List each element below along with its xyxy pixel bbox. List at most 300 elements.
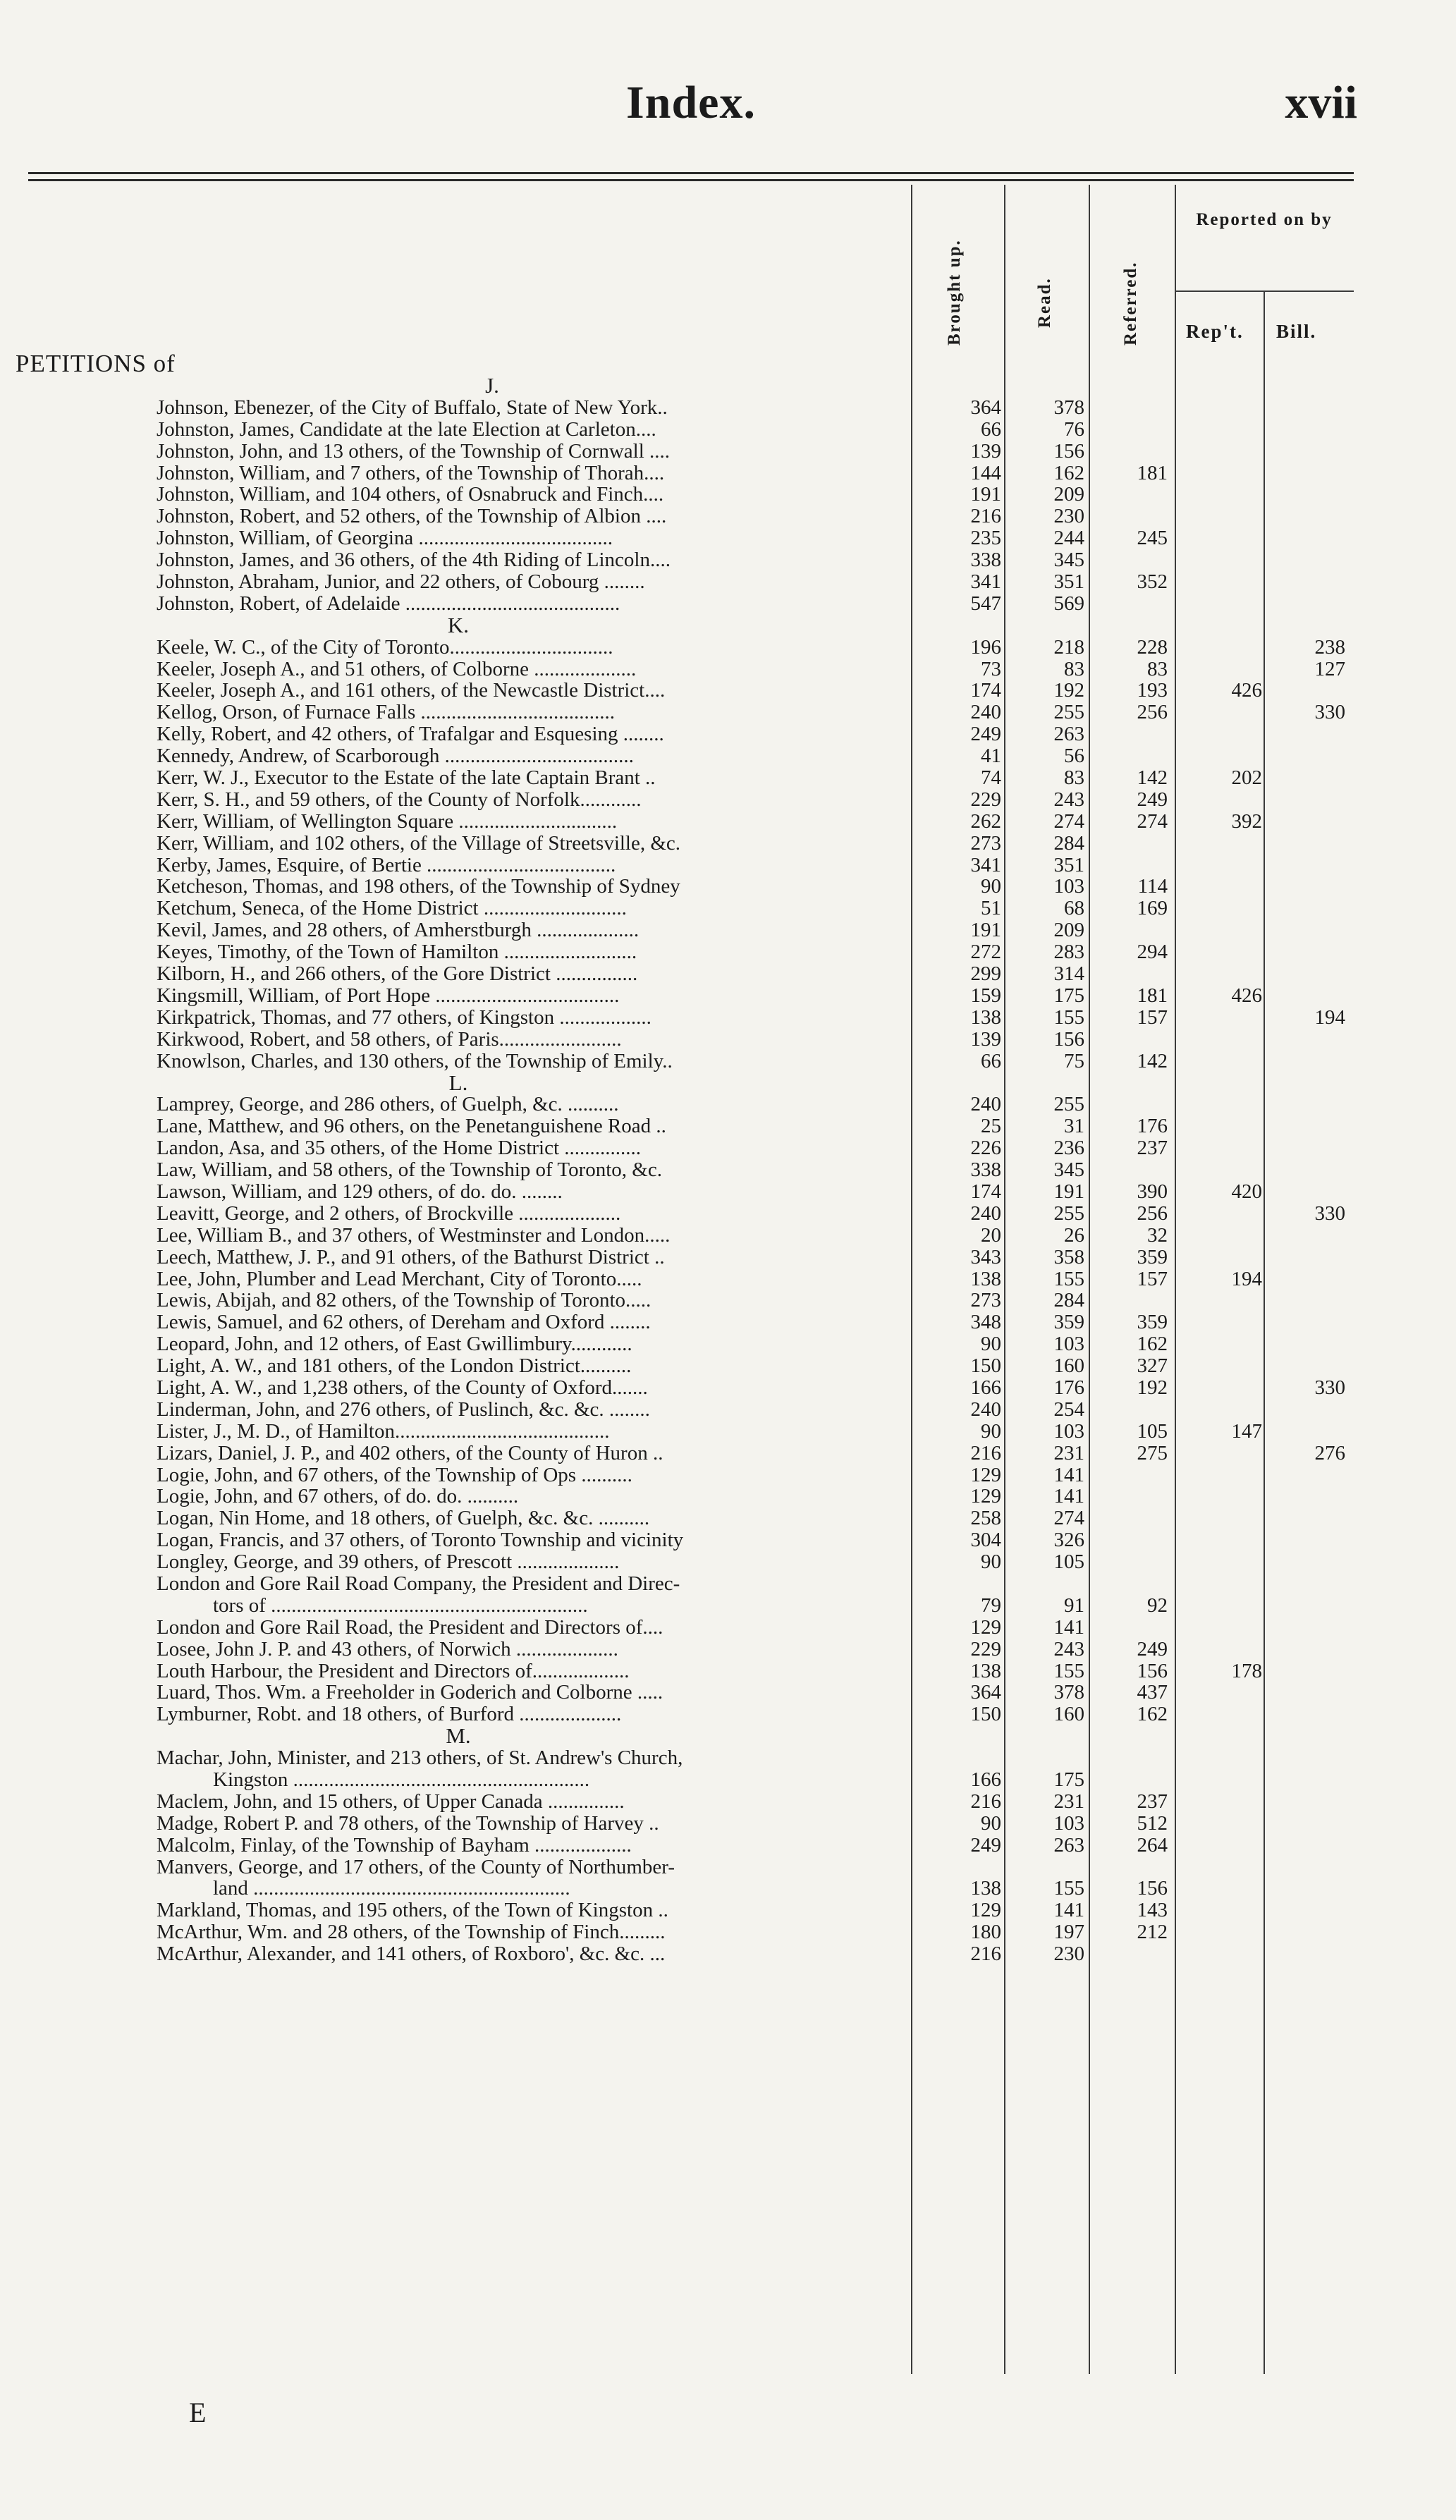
entry-name: Longley, George, and 39 others, of Prescott .................... (157, 1551, 620, 1573)
index-entry (0, 1551, 1456, 1573)
read-value: 244 (1053, 527, 1084, 550)
brought-up-value: 249 (970, 1833, 1001, 1857)
read-value: 176 (1053, 1376, 1084, 1399)
referred-value: 390 (1137, 1180, 1168, 1203)
index-entry (0, 1486, 1456, 1507)
brought-up-value: 341 (970, 853, 1001, 876)
entry-name: Kingston .......................................................... (213, 1769, 590, 1791)
entry-name: Johnston, James, and 36 others, of the 4th Riding of Lincoln.... (157, 549, 671, 572)
referred-value: 157 (1137, 1267, 1168, 1290)
index-entry (0, 1639, 1456, 1660)
index-entry (0, 1181, 1456, 1203)
entry-name: Kilborn, H., and 266 others, of the Gore District ................ (157, 963, 638, 985)
column-header-read: Read. (1035, 277, 1054, 328)
brought-up-value: 138 (970, 1659, 1001, 1682)
index-entry (0, 637, 1456, 659)
index-entry (0, 441, 1456, 463)
entry-name: Leech, Matthew, J. P., and 91 others, of the Bathurst District .. (157, 1246, 665, 1268)
brought-up-value: 547 (970, 592, 1001, 615)
referred-value: 169 (1137, 897, 1168, 920)
brought-up-value: 364 (970, 1681, 1001, 1704)
index-entry (0, 1813, 1456, 1835)
letter-heading: J. (485, 373, 499, 398)
index-entry (0, 1857, 1456, 1878)
entry-name: Logie, John, and 67 others, of the Township of Ops .......... (157, 1464, 632, 1486)
brought-up-value: 249 (970, 723, 1001, 746)
index-entry (0, 963, 1456, 985)
brought-up-value: 196 (970, 635, 1001, 659)
entry-name: Logan, Francis, and 37 others, of Toronto Township and vicinity (157, 1529, 684, 1552)
bill-value: 330 (1314, 1376, 1345, 1399)
index-entry (0, 1377, 1456, 1399)
entry-name: Keyes, Timothy, of the Town of Hamilton .......................... (157, 941, 637, 964)
index-entry (0, 1333, 1456, 1355)
letter-heading: M. (446, 1723, 471, 1749)
referred-value: 264 (1137, 1833, 1168, 1857)
index-entry (0, 1682, 1456, 1704)
entry-name: Kerr, W. J., Executor to the Estate of the late Captain Brant .. (157, 767, 656, 789)
index-entry (0, 1791, 1456, 1813)
entry-name: Logan, Nin Home, and 18 others, of Guelph, &c. &c. .......... (157, 1507, 650, 1530)
entry-name: Johnson, Ebenezer, of the City of Buffalo, State of New York.. (157, 396, 668, 419)
bill-value: 238 (1314, 635, 1345, 659)
entry-name: Landon, Asa, and 35 others, of the Home District ............... (157, 1137, 642, 1160)
read-value: 230 (1053, 1943, 1084, 1966)
read-value: 103 (1053, 875, 1084, 898)
referred-value: 294 (1137, 941, 1168, 964)
entry-name: Light, A. W., and 1,238 others, of the County of Oxford....... (157, 1376, 648, 1399)
entry-name: Ketchum, Seneca, of the Home District ............................ (157, 898, 627, 920)
read-value: 175 (1053, 984, 1084, 1007)
read-value: 236 (1053, 1137, 1084, 1160)
entry-name: Lewis, Samuel, and 62 others, of Dereham and Oxford ........ (157, 1311, 651, 1334)
entry-name: Johnston, John, and 13 others, of the Township of Cornwall .... (157, 440, 671, 463)
entry-name: Linderman, John, and 276 others, of Puslinch, &c. &c. ........ (157, 1398, 650, 1421)
index-entry (0, 484, 1456, 506)
index-entry (0, 723, 1456, 745)
entry-name: Malcolm, Finlay, of the Township of Bayham ................... (157, 1834, 632, 1857)
brought-up-value: 174 (970, 1180, 1001, 1203)
index-entry (0, 1878, 1456, 1900)
read-value: 160 (1053, 1703, 1084, 1726)
read-value: 156 (1053, 1027, 1084, 1051)
brought-up-value: 138 (970, 1005, 1001, 1029)
read-value: 191 (1053, 1180, 1084, 1203)
referred-value: 512 (1137, 1811, 1168, 1835)
index-entry (0, 1051, 1456, 1072)
brought-up-value: 180 (970, 1921, 1001, 1944)
reported-value: 178 (1231, 1659, 1262, 1682)
brought-up-value: 240 (970, 1093, 1001, 1116)
read-value: 56 (1064, 745, 1084, 768)
referred-value: 228 (1137, 635, 1168, 659)
column-header-bill: Bill. (1276, 321, 1317, 342)
referred-value: 327 (1137, 1354, 1168, 1378)
read-value: 263 (1053, 723, 1084, 746)
referred-value: 352 (1137, 570, 1168, 594)
read-value: 231 (1053, 1441, 1084, 1464)
index-entry (0, 1660, 1456, 1682)
column-header-rept: Rep't. (1186, 321, 1244, 342)
read-value: 569 (1053, 592, 1084, 615)
brought-up-value: 235 (970, 527, 1001, 550)
brought-up-value: 166 (970, 1376, 1001, 1399)
entry-name: Markland, Thomas, and 195 others, of the Town of Kingston .. (157, 1900, 668, 1922)
letter-heading: L. (448, 1070, 468, 1095)
bill-value: 127 (1314, 657, 1345, 680)
entry-name: Kevil, James, and 28 others, of Amherstburgh .................... (157, 919, 640, 942)
index-entry (0, 919, 1456, 941)
entry-name: Lane, Matthew, and 96 others, on the Penetanguishene Road .. (157, 1115, 666, 1138)
brought-up-value: 240 (970, 1397, 1001, 1421)
entry-name: Lee, John, Plumber and Lead Merchant, City of Toronto..... (157, 1268, 642, 1290)
brought-up-value: 41 (981, 745, 1001, 768)
entry-name: Leopard, John, and 12 others, of East Gwillimbury............ (157, 1333, 632, 1356)
referred-value: 256 (1137, 701, 1168, 724)
brought-up-value: 150 (970, 1703, 1001, 1726)
entry-name: Knowlson, Charles, and 130 others, of the Township of Emily.. (157, 1050, 673, 1072)
referred-value: 156 (1137, 1659, 1168, 1682)
referred-value: 181 (1137, 984, 1168, 1007)
brought-up-value: 229 (970, 1637, 1001, 1660)
index-entry (0, 1268, 1456, 1290)
read-value: 284 (1053, 1289, 1084, 1312)
column-header-referred: Referred. (1121, 261, 1140, 345)
entry-name: Lamprey, George, and 286 others, of Guelph, &c. .......... (157, 1094, 619, 1116)
referred-value: 249 (1137, 1637, 1168, 1660)
entry-name: Louth Harbour, the President and Directors of................... (157, 1660, 630, 1682)
bill-value: 194 (1314, 1005, 1345, 1029)
entry-name: Johnston, Robert, and 52 others, of the Township of Albion .... (157, 506, 667, 528)
index-entry (0, 898, 1456, 919)
read-value: 255 (1053, 1201, 1084, 1225)
entry-name: tors of .............................................................. (213, 1594, 588, 1617)
brought-up-value: 240 (970, 701, 1001, 724)
index-entry (0, 1007, 1456, 1029)
entry-name: London and Gore Rail Road Company, the President and Direc- (157, 1572, 680, 1595)
read-value: 209 (1053, 919, 1084, 942)
brought-up-value: 129 (970, 1615, 1001, 1639)
index-entry (0, 1137, 1456, 1159)
index-entries (0, 375, 1456, 1965)
referred-value: 192 (1137, 1376, 1168, 1399)
reported-value: 392 (1231, 809, 1262, 833)
entry-name: Johnston, William, and 104 others, of Osnabruck and Finch.... (157, 484, 664, 506)
referred-value: 105 (1137, 1419, 1168, 1443)
brought-up-value: 74 (981, 766, 1001, 790)
referred-value: 237 (1137, 1137, 1168, 1160)
brought-up-value: 272 (970, 941, 1001, 964)
brought-up-value: 90 (981, 1550, 1001, 1574)
index-entry (0, 745, 1456, 767)
index-entry (0, 571, 1456, 593)
read-value: 105 (1053, 1550, 1084, 1574)
entry-name: Johnston, Abraham, Junior, and 22 others, of Cobourg ........ (157, 571, 645, 593)
brought-up-value: 216 (970, 1943, 1001, 1966)
brought-up-value: 338 (970, 549, 1001, 572)
entry-name: Kingsmill, William, of Port Hope .................................... (157, 984, 620, 1007)
reported-value: 426 (1231, 984, 1262, 1007)
read-value: 358 (1053, 1245, 1084, 1268)
read-value: 231 (1053, 1790, 1084, 1813)
read-value: 255 (1053, 701, 1084, 724)
index-entry (0, 506, 1456, 527)
column-header-brought: Brought up. (945, 239, 964, 345)
entry-name: Lizars, Daniel, J. P., and 402 others, of the County of Huron .. (157, 1442, 663, 1464)
brought-up-value: 138 (970, 1267, 1001, 1290)
reported-value: 426 (1231, 679, 1262, 702)
index-entry (0, 680, 1456, 702)
brought-up-value: 129 (970, 1463, 1001, 1486)
brought-up-value: 139 (970, 1027, 1001, 1051)
referred-value: 437 (1137, 1681, 1168, 1704)
read-value: 141 (1053, 1485, 1084, 1508)
entry-name: Ketcheson, Thomas, and 198 others, of the Township of Sydney (157, 876, 680, 898)
index-entry (0, 1747, 1456, 1769)
index-entry (0, 463, 1456, 484)
entry-name: London and Gore Rail Road, the President and Directors of.... (157, 1616, 663, 1639)
brought-up-value: 144 (970, 461, 1001, 484)
brought-up-value: 129 (970, 1899, 1001, 1922)
referred-value: 92 (1147, 1594, 1168, 1617)
reported-group-rule (1175, 290, 1354, 292)
index-entry (0, 1355, 1456, 1377)
entry-name: Lymburner, Robt. and 18 others, of Burford .................... (157, 1704, 622, 1726)
brought-up-value: 343 (970, 1245, 1001, 1268)
brought-up-value: 25 (981, 1115, 1001, 1138)
index-entry (0, 1290, 1456, 1311)
index-entry (0, 549, 1456, 571)
index-entry (0, 1311, 1456, 1333)
read-value: 284 (1053, 831, 1084, 855)
index-entry (0, 941, 1456, 963)
read-value: 162 (1053, 461, 1084, 484)
index-entry (0, 1225, 1456, 1247)
reported-value: 194 (1231, 1267, 1262, 1290)
read-value: 243 (1053, 788, 1084, 811)
reported-value: 420 (1231, 1180, 1262, 1203)
signature-mark: E (189, 2397, 207, 2428)
entry-name: Kerr, S. H., and 59 others, of the County of Norfolk............ (157, 788, 642, 811)
index-entry (0, 593, 1456, 615)
read-value: 197 (1053, 1921, 1084, 1944)
brought-up-value: 229 (970, 788, 1001, 811)
read-value: 68 (1064, 897, 1084, 920)
letter-heading-row (0, 612, 1456, 637)
read-value: 141 (1053, 1899, 1084, 1922)
read-value: 351 (1053, 570, 1084, 594)
index-entry (0, 1029, 1456, 1051)
index-entry (0, 1835, 1456, 1857)
brought-up-value: 79 (981, 1594, 1001, 1617)
read-value: 378 (1053, 396, 1084, 419)
index-entry (0, 1507, 1456, 1529)
reported-value: 202 (1231, 766, 1262, 790)
read-value: 91 (1064, 1594, 1084, 1617)
brought-up-value: 216 (970, 505, 1001, 528)
referred-value: 275 (1137, 1441, 1168, 1464)
referred-value: 114 (1137, 875, 1168, 898)
brought-up-value: 240 (970, 1201, 1001, 1225)
entry-name: Keeler, Joseph A., and 161 others, of the Newcastle District.... (157, 680, 666, 702)
brought-up-value: 159 (970, 984, 1001, 1007)
page-title: Index. (626, 77, 756, 128)
entry-name: Manvers, George, and 17 others, of the County of Northumber- (157, 1856, 675, 1878)
page-number: xvii (1285, 77, 1357, 128)
index-entry (0, 1115, 1456, 1137)
entry-name: McArthur, Alexander, and 141 others, of Roxboro', &c. &c. ... (157, 1943, 666, 1966)
entry-name: Luard, Thos. Wm. a Freeholder in Goderich and Colborne ..... (157, 1682, 663, 1704)
brought-up-value: 216 (970, 1441, 1001, 1464)
read-value: 263 (1053, 1833, 1084, 1857)
bill-value: 330 (1314, 1201, 1345, 1225)
referred-value: 156 (1137, 1877, 1168, 1900)
brought-up-value: 348 (970, 1311, 1001, 1334)
entry-name: McArthur, Wm. and 28 others, of the Township of Finch......... (157, 1921, 666, 1944)
brought-up-value: 129 (970, 1485, 1001, 1508)
read-value: 326 (1053, 1529, 1084, 1552)
index-entry (0, 1573, 1456, 1595)
referred-value: 162 (1137, 1333, 1168, 1356)
referred-value: 249 (1137, 788, 1168, 811)
entry-name: Lister, J., M. D., of Hamilton.......................................... (157, 1420, 610, 1443)
referred-value: 256 (1137, 1201, 1168, 1225)
brought-up-value: 258 (970, 1507, 1001, 1530)
index-entry (0, 659, 1456, 680)
read-value: 314 (1053, 962, 1084, 986)
index-entry (0, 789, 1456, 811)
index-entry (0, 702, 1456, 723)
brought-up-value: 138 (970, 1877, 1001, 1900)
read-value: 75 (1064, 1049, 1084, 1072)
referred-value: 359 (1137, 1311, 1168, 1334)
brought-up-value: 273 (970, 1289, 1001, 1312)
brought-up-value: 90 (981, 1419, 1001, 1443)
index-entry (0, 1900, 1456, 1921)
entry-name: Johnston, James, Candidate at the late Election at Carleton.... (157, 418, 656, 441)
brought-up-value: 90 (981, 875, 1001, 898)
bill-value: 330 (1314, 701, 1345, 724)
read-value: 155 (1053, 1877, 1084, 1900)
entry-name: Kirkpatrick, Thomas, and 77 others, of Kingston .................. (157, 1006, 651, 1029)
referred-value: 237 (1137, 1790, 1168, 1813)
entry-name: Johnston, William, and 7 others, of the Township of Thorah.... (157, 462, 665, 484)
brought-up-value: 90 (981, 1811, 1001, 1835)
read-value: 103 (1053, 1811, 1084, 1835)
read-value: 243 (1053, 1637, 1084, 1660)
index-entry (0, 876, 1456, 898)
read-value: 359 (1053, 1311, 1084, 1334)
read-value: 31 (1064, 1115, 1084, 1138)
entry-name: Losee, John J. P. and 43 others, of Norwich .................... (157, 1638, 618, 1660)
index-entry (0, 419, 1456, 441)
brought-up-value: 226 (970, 1137, 1001, 1160)
read-value: 103 (1053, 1419, 1084, 1443)
referred-value: 245 (1137, 527, 1168, 550)
brought-up-value: 51 (981, 897, 1001, 920)
read-value: 345 (1053, 549, 1084, 572)
read-value: 283 (1053, 941, 1084, 964)
brought-up-value: 299 (970, 962, 1001, 986)
index-entry (0, 1159, 1456, 1181)
referred-value: 176 (1137, 1115, 1168, 1138)
brought-up-value: 174 (970, 679, 1001, 702)
brought-up-value: 66 (981, 1049, 1001, 1072)
letter-heading-row (0, 375, 1456, 397)
referred-value: 32 (1147, 1223, 1168, 1247)
read-value: 345 (1053, 1158, 1084, 1182)
entry-name: Kerr, William, of Wellington Square ............................... (157, 810, 618, 833)
referred-value: 193 (1137, 679, 1168, 702)
entry-name: Keele, W. C., of the City of Toronto................................ (157, 636, 613, 659)
read-value: 274 (1053, 809, 1084, 833)
brought-up-value: 338 (970, 1158, 1001, 1182)
read-value: 83 (1064, 766, 1084, 790)
entry-name: Kellog, Orson, of Furnace Falls ...................................... (157, 702, 616, 724)
read-value: 83 (1064, 657, 1084, 680)
letter-heading-row (0, 1725, 1456, 1747)
entry-name: Lewis, Abijah, and 82 others, of the Township of Toronto..... (157, 1290, 651, 1312)
read-value: 155 (1053, 1005, 1084, 1029)
index-entry (0, 1529, 1456, 1551)
brought-up-value: 262 (970, 809, 1001, 833)
read-value: 155 (1053, 1659, 1084, 1682)
brought-up-value: 191 (970, 919, 1001, 942)
entry-name: Logie, John, and 67 others, of do. do. .......... (157, 1486, 519, 1508)
read-value: 175 (1053, 1768, 1084, 1791)
index-entry (0, 1704, 1456, 1725)
index-entry (0, 1399, 1456, 1421)
entry-name: Johnston, Robert, of Adelaide .......................................... (157, 592, 620, 615)
referred-value: 142 (1137, 766, 1168, 790)
letter-heading: K. (447, 612, 470, 637)
entry-name: Lee, William B., and 37 others, of Westminster and London..... (157, 1224, 671, 1247)
brought-up-value: 139 (970, 439, 1001, 463)
index-entry (0, 1595, 1456, 1617)
read-value: 156 (1053, 439, 1084, 463)
read-value: 274 (1053, 1507, 1084, 1530)
index-entry (0, 527, 1456, 549)
read-value: 76 (1064, 417, 1084, 441)
entry-name: Leavitt, George, and 2 others, of Brockville .................... (157, 1202, 621, 1225)
index-entry (0, 1617, 1456, 1639)
read-value: 192 (1053, 679, 1084, 702)
read-value: 255 (1053, 1093, 1084, 1116)
referred-value: 181 (1137, 461, 1168, 484)
index-entry (0, 1094, 1456, 1115)
entry-name: Kerr, William, and 102 others, of the Village of Streetsville, &c. (157, 832, 681, 855)
section-label: PETITIONS of (16, 350, 176, 377)
entry-name: Kelly, Robert, and 42 others, of Trafalgar and Esquesing ........ (157, 723, 664, 746)
entry-name: Kirkwood, Robert, and 58 others, of Paris........................ (157, 1028, 622, 1051)
read-value: 26 (1064, 1223, 1084, 1247)
brought-up-value: 341 (970, 570, 1001, 594)
entry-name: Law, William, and 58 others, of the Township of Toronto, &c. (157, 1159, 662, 1181)
brought-up-value: 90 (981, 1333, 1001, 1356)
referred-value: 83 (1147, 657, 1168, 680)
read-value: 378 (1053, 1681, 1084, 1704)
index-entry (0, 767, 1456, 789)
entry-name: land .............................................................. (213, 1878, 570, 1900)
index-entry (0, 397, 1456, 419)
index-entry (0, 855, 1456, 876)
header-rule-top (28, 172, 1354, 174)
read-value: 209 (1053, 483, 1084, 506)
index-entry (0, 833, 1456, 855)
entry-name: Machar, John, Minister, and 213 others, of St. Andrew's Church, (157, 1747, 683, 1770)
letter-heading-row (0, 1072, 1456, 1094)
brought-up-value: 73 (981, 657, 1001, 680)
